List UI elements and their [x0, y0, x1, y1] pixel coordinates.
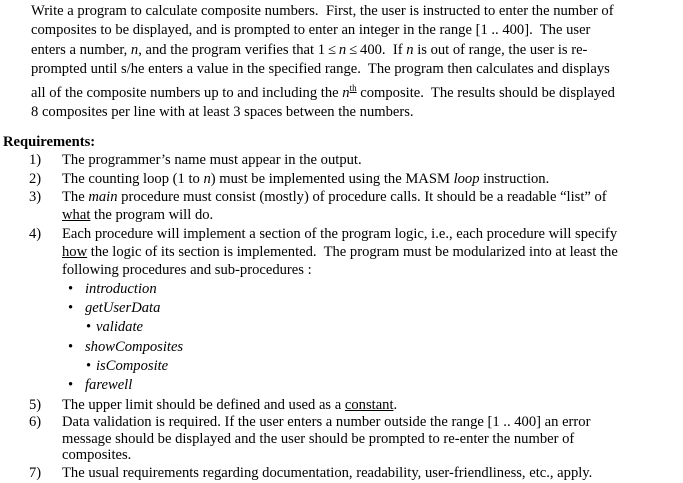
intro-line-2: composites to be displayed, and is prompted to enter an integer in the range [1 .. 400]. The user: [31, 22, 591, 39]
bullet-icon: •: [68, 377, 74, 393]
requirement-text: Each procedure will implement a section of the program logic, i.e., each procedure will specify: [62, 226, 618, 242]
requirement-text: The counting loop (1 to n) must be implemented using the MASM loop instruction.: [62, 171, 550, 187]
sub-procedure-item: [86, 318, 143, 337]
requirement-text: The main procedure must consist (mostly) of procedure calls. It should be a readable “list” of: [62, 189, 607, 205]
requirement-text: message should be displayed and the user should be prompted to re-enter the number of: [62, 431, 575, 447]
bullet-icon: •: [68, 300, 74, 316]
bullet-icon: •: [86, 319, 92, 335]
bullet-icon: •: [86, 358, 92, 374]
requirement-number: 7): [29, 465, 42, 481]
requirement-number: 5): [29, 397, 42, 413]
requirement-number: 3): [29, 189, 42, 205]
requirement-text: how the logic of its section is implemented. The program must be modularized into at least the: [62, 244, 618, 260]
requirement-text: The upper limit should be defined and used as a constant.: [62, 397, 398, 413]
requirement-number: 6): [29, 414, 42, 430]
requirement-text: The programmer’s name must appear in the output.: [62, 152, 362, 168]
requirement-text: what the program will do.: [62, 207, 214, 223]
procedure-item: [68, 376, 132, 395]
sub-procedure-name: validate: [96, 319, 144, 335]
sub-procedure-item: [86, 357, 168, 376]
procedure-name: farewell: [85, 377, 133, 393]
requirement-number: 2): [29, 171, 42, 187]
procedure-name: introduction: [85, 281, 157, 297]
bullet-icon: •: [68, 281, 74, 297]
procedure-item: [68, 299, 160, 318]
sub-procedure-name: isComposite: [96, 358, 169, 374]
requirement-number: 1): [29, 152, 42, 168]
intro-paragraph: [31, 2, 677, 123]
requirement-text: Data validation is required. If the user enters a number outside the range [1 .. 400] an error: [62, 414, 591, 430]
procedure-item: [68, 338, 183, 357]
requirements-heading: Requirements:: [3, 134, 96, 150]
requirement-text: following procedures and sub-procedures :: [62, 262, 312, 278]
intro-line-1: Write a program to calculate composite numbers. First, the user is instructed to enter the number of: [31, 3, 614, 19]
intro-line-5: all of the composite numbers up to and including the $n^{th}$ composite. The results should be displayed: [31, 83, 615, 102]
intro-line-6: 8 composites per line with at least 3 spaces between the numbers.: [31, 104, 414, 121]
procedure-name: showComposites: [85, 339, 184, 355]
bullet-icon: •: [68, 339, 74, 355]
intro-line-3: enters a number, n, and the program verifies that 1 ≤ n ≤ 400. If n is out of range, the user is re-: [31, 41, 588, 58]
procedure-item: [68, 280, 157, 299]
requirement-text: composites.: [62, 447, 132, 463]
requirement-text: The usual requirements regarding documentation, readability, user-friendliness, etc., apply.: [62, 465, 593, 481]
procedure-name: getUserData: [85, 300, 161, 316]
requirement-number: 4): [29, 226, 42, 242]
intro-line-4: prompted until s/he enters a value in the specified range. The program then calculates and displays: [31, 60, 610, 77]
